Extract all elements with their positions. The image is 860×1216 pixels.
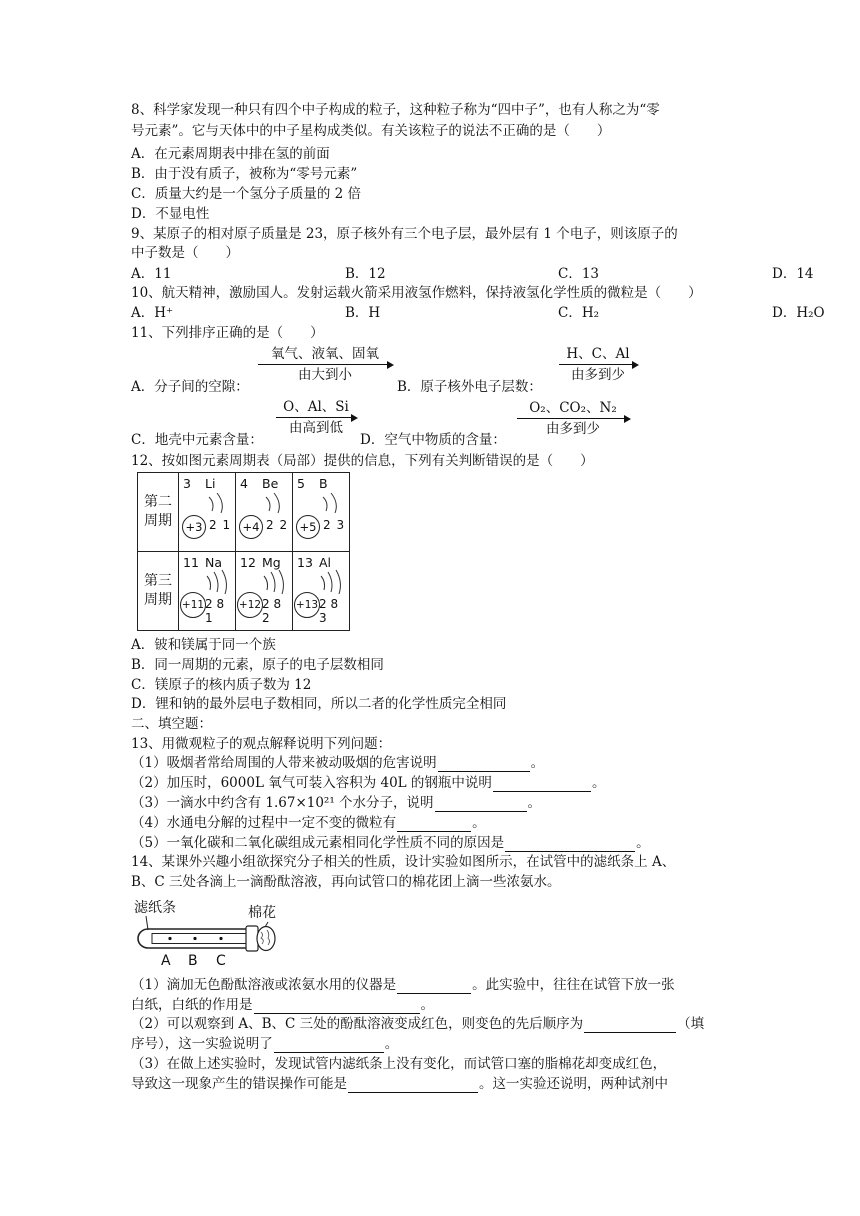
element-cell-be	[236, 473, 293, 552]
q11-option-c-top: O、Al、Si	[283, 399, 349, 415]
label-point-a: A	[161, 953, 171, 969]
electron-shells: 2 2	[266, 518, 289, 532]
q14-text: 。这一实验还说明，两种试剂中	[479, 1076, 668, 1092]
q9-stem-line1: 9、某原子的相对原子质量是 23，原子核外有三个电子层，最外层有 1 个电子，则该原子的	[131, 226, 678, 242]
shell-arcs-icon	[236, 552, 292, 630]
section-heading: 二、填空题：	[131, 716, 212, 732]
q11-option-a-label: A．分子间的空隙：	[131, 379, 249, 395]
row-head-period-3	[138, 552, 179, 631]
atomic-number: 13	[297, 555, 313, 570]
q9-option-d: D．14	[772, 266, 814, 282]
element-cell-mg	[236, 552, 293, 631]
q14-stem-line1: 14、某课外兴趣小组欲探究分子相关的性质，设计实验如图所示，在试管中的滤纸条上 A、	[131, 854, 676, 870]
q14-text: 白纸，白纸的作用是	[131, 997, 253, 1013]
q8-option-a: A．在元素周期表中排在氢的前面	[131, 146, 330, 162]
row-head-period-2	[138, 473, 179, 552]
q12-option-b: B．同一周期的元素，原子的电子层数相同	[131, 657, 384, 673]
q11-stem: 11、下列排序正确的是（ ）	[131, 325, 324, 341]
answer-blank[interactable]	[397, 979, 471, 994]
q13-item-5	[131, 834, 650, 852]
q10-option-a: A．H⁺	[131, 305, 174, 321]
q12-stem: 12、按如图元素周期表（局部）提供的信息，下列有关判断错误的是（ ）	[131, 453, 594, 469]
element-cell-b	[293, 473, 350, 552]
electron-shells: 2 8 1	[205, 597, 225, 625]
q14-part1-line1	[131, 976, 675, 994]
q10-option-d: D．H₂O	[772, 305, 825, 321]
q8-option-d: D．不显电性	[131, 206, 210, 222]
q13-item-text: （4）水通电分解的过程中一定不变的微粒有	[131, 815, 397, 831]
q11-option-c-arrow	[276, 398, 356, 437]
label-cotton: 棉花	[248, 905, 276, 921]
q14-part3-line2	[131, 1075, 668, 1093]
answer-blank[interactable]	[584, 1018, 676, 1033]
q14-text: 序号），这一实验说明了	[131, 1036, 273, 1052]
element-symbol: Li	[205, 476, 216, 491]
q11-option-c-label: C．地壳中元素含量：	[131, 432, 263, 448]
q13-stem: 13、用微观粒子的观点解释说明下列问题：	[131, 736, 392, 752]
answer-blank[interactable]	[397, 817, 471, 832]
q11-option-a-arrow	[258, 345, 392, 384]
q13-item-end: 。	[636, 835, 650, 851]
shell-arcs-icon	[293, 552, 349, 630]
q13-item-text: （1）吸烟者常给周围的人带来被动吸烟的危害说明	[131, 755, 437, 771]
q11-option-b-bottom: 由多到少	[571, 367, 625, 383]
q9-option-b: B．12	[345, 266, 386, 282]
atomic-number: 5	[297, 476, 305, 491]
q13-item-3	[131, 794, 541, 812]
q11-option-b-arrow	[559, 345, 637, 384]
element-symbol: Be	[262, 476, 279, 491]
q12-option-a: A．铍和镁属于同一个族	[131, 637, 276, 653]
q11-option-d-top: O₂、CO₂、N₂	[529, 400, 617, 416]
nucleus-icon: +12	[237, 592, 263, 618]
q14-part2-line2	[131, 1035, 398, 1053]
arrow-right-icon	[258, 364, 392, 365]
answer-blank[interactable]	[348, 1078, 478, 1093]
row-head-line: 周期	[144, 592, 172, 608]
electron-shells: 2 1	[209, 518, 232, 532]
q14-text: 导致这一现象产生的错误操作可能是	[131, 1076, 347, 1092]
electron-shells: 2 3	[323, 518, 346, 532]
q13-item-text: （5）一氧化碳和二氧化碳组成元素相同化学性质不同的原因是	[131, 835, 505, 851]
answer-blank[interactable]	[254, 999, 420, 1014]
element-symbol: Na	[205, 555, 223, 570]
q12-option-d: D．锂和钠的最外层电子数相同，所以二者的化学性质完全相同	[131, 696, 507, 712]
q13-item-4	[131, 814, 486, 832]
q14-text: （1）滴加无色酚酞溶液或浓氨水用的仪器是	[131, 977, 397, 993]
nucleus-icon: +13	[294, 592, 320, 618]
q14-text: （2）可以观察到 A、B、C 三处的酚酞溶液变成红色，则变色的先后顺序为	[131, 1016, 584, 1032]
atomic-number: 3	[183, 476, 191, 491]
q14-text: 。	[384, 1036, 399, 1052]
q8-option-c: C．质量大约是一个氢分子质量的 2 倍	[131, 186, 362, 202]
q14-text: （填	[677, 1016, 705, 1032]
arrow-right-icon	[276, 417, 356, 418]
q14-part3-line1: （3）在做上述实验时，发现试管内滤纸条上没有变化，而试管口塞的脂棉花却变成红色，	[131, 1056, 667, 1072]
nucleus-icon: +5	[296, 515, 320, 539]
q9-stem-line2: 中子数是（ ）	[131, 245, 239, 261]
shell-arcs-icon	[236, 473, 292, 551]
q8-stem-line1: 8、科学家发现一种只有四个中子构成的粒子，这种粒子称为“四中子”，也有人称之为“零	[131, 102, 660, 118]
periodic-table-excerpt	[137, 472, 350, 631]
q13-item-2	[131, 774, 605, 792]
q10-option-c: C．H₂	[558, 305, 600, 321]
answer-blank[interactable]	[274, 1038, 384, 1053]
shell-arcs-icon	[293, 473, 349, 551]
arrow-right-icon	[517, 418, 629, 419]
element-cell-li	[179, 473, 236, 552]
label-filter-paper: 滤纸条	[134, 900, 176, 916]
q11-option-b-label: B．原子核外电子层数：	[397, 379, 542, 395]
nucleus-icon: +4	[239, 515, 263, 539]
element-symbol: B	[319, 476, 328, 491]
answer-blank[interactable]	[435, 797, 527, 812]
q10-stem: 10、航天精神，激励国人。发射运载火箭采用液氢作燃料，保持液氢化学性质的微粒是（ ）	[131, 285, 702, 301]
q13-item-end: 。	[591, 775, 606, 791]
q12-option-c: C．镁原子的核内质子数为 12	[131, 677, 312, 693]
q14-text: 。此实验中，往往在试管下放一张	[472, 977, 675, 993]
test-tube-icon	[128, 912, 288, 960]
answer-blank[interactable]	[438, 757, 530, 772]
q13-item-1	[131, 754, 544, 772]
q11-option-d-arrow	[517, 399, 629, 438]
q9-option-a: A．11	[131, 266, 172, 282]
q13-item-text: （3）一滴水中约含有 1.67×10²¹ 个水分子，说明	[131, 795, 434, 811]
q11-option-a-top: 氧气、液氧、固氧	[271, 346, 379, 362]
label-point-c: C	[216, 953, 226, 969]
q11-option-a-bottom: 由大到小	[298, 367, 352, 383]
q8-stem-line2: 号元素”。它与天体中的中子星构成类似。有关该粒子的说法不正确的是（ ）	[131, 123, 611, 139]
atomic-number: 4	[240, 476, 248, 491]
q11-option-d-label: D．空气中物质的含量：	[360, 432, 506, 448]
q11-option-b-top: H、C、Al	[566, 346, 630, 362]
nucleus-icon: +3	[182, 515, 206, 539]
element-cell-al	[293, 552, 350, 631]
answer-blank[interactable]	[505, 837, 635, 852]
arrow-right-icon	[559, 364, 637, 365]
row-head-line: 第二	[144, 494, 172, 510]
label-point-b: B	[188, 953, 198, 969]
q13-item-text: （2）加压时，6000L 氧气可装入容积为 40L 的钢瓶中说明	[131, 775, 492, 791]
answer-blank[interactable]	[493, 777, 591, 792]
element-symbol: Mg	[262, 555, 281, 570]
atomic-number: 11	[183, 555, 199, 570]
q14-text: 。	[420, 997, 434, 1013]
q8-option-b: B．由于没有质子，被称为“零号元素”	[131, 166, 358, 182]
electron-shells: 2 8 3	[319, 597, 339, 625]
q14-part1-line2	[131, 996, 434, 1014]
q13-item-end: 。	[527, 795, 542, 811]
element-cell-na	[179, 552, 236, 631]
element-symbol: Al	[319, 555, 332, 570]
shell-arcs-icon	[179, 473, 235, 551]
shell-arcs-icon	[179, 552, 235, 630]
nucleus-icon: +11	[180, 592, 206, 618]
row-head-line: 第三	[144, 573, 172, 589]
q10-option-b: B．H	[345, 305, 381, 321]
q14-part2-line1	[131, 1015, 704, 1033]
q14-stem-line2: B、C 三处各滴上一滴酚酞溶液，再向试管口的棉花团上滴一些浓氨水。	[131, 874, 561, 890]
q11-option-c-bottom: 由高到低	[289, 420, 343, 436]
q13-item-end: 。	[472, 815, 486, 831]
electron-shells: 2 8 2	[262, 597, 282, 625]
q13-item-end: 。	[530, 755, 545, 771]
atomic-number: 12	[240, 555, 256, 570]
q11-option-d-bottom: 由多到少	[546, 421, 600, 437]
q9-option-c: C．13	[558, 266, 600, 282]
row-head-line: 周期	[144, 513, 172, 529]
